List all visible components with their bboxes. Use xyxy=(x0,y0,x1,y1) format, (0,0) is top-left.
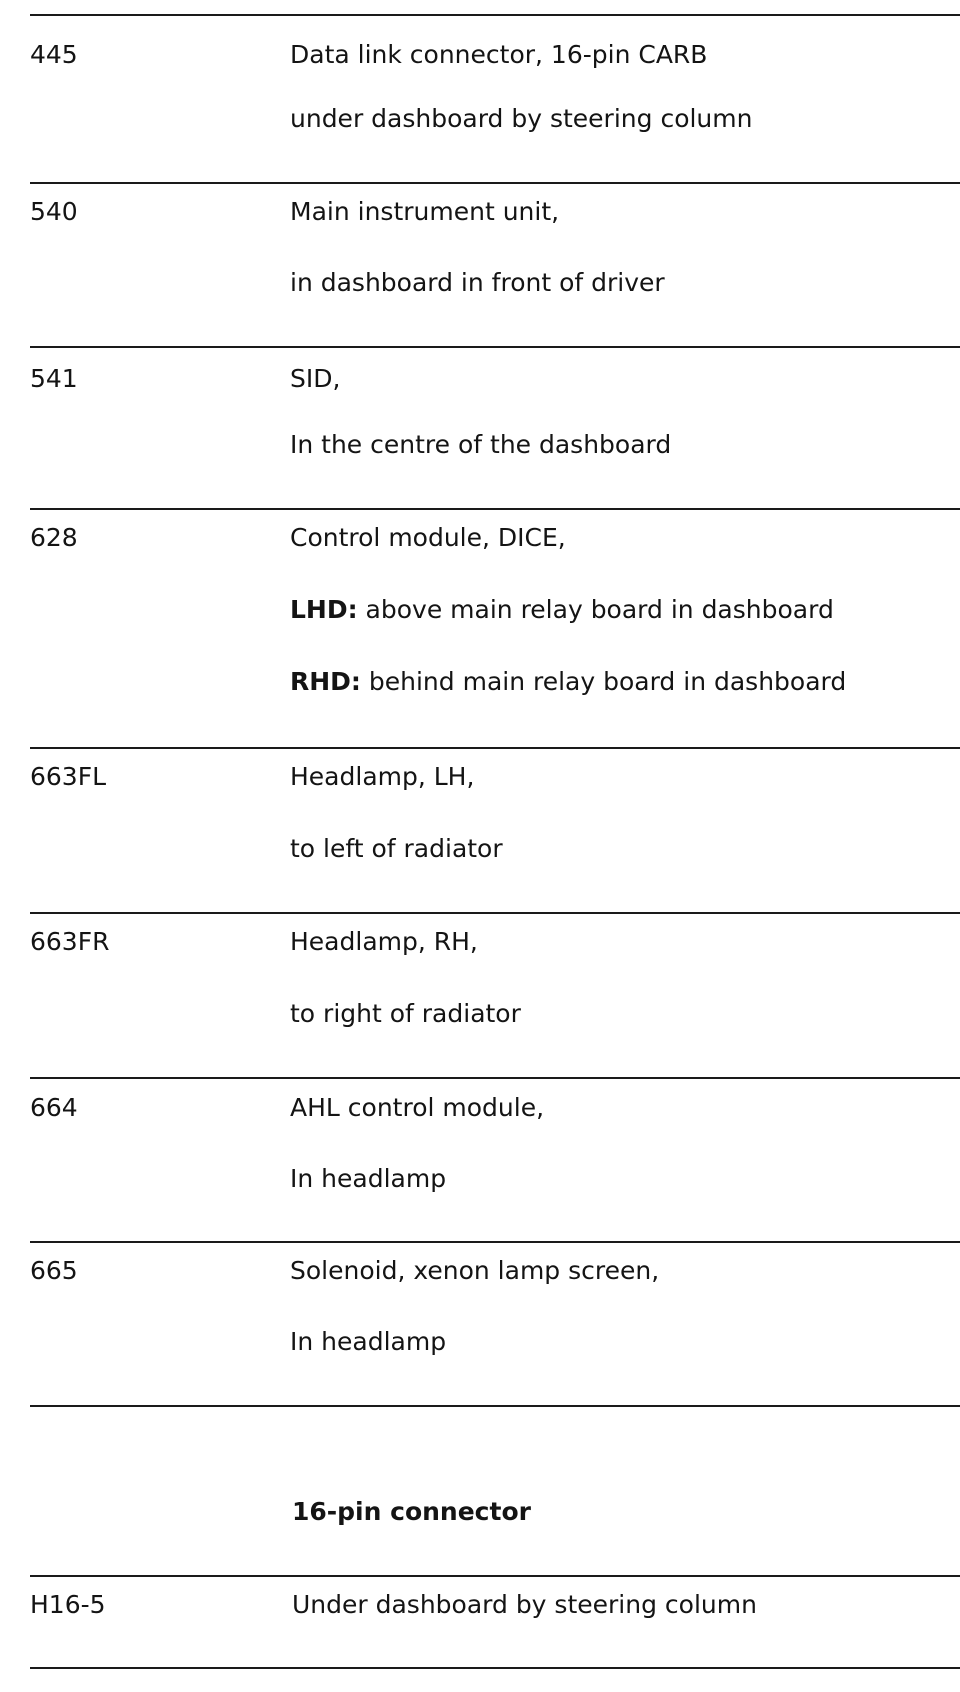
component-description: AHL control module, xyxy=(290,1093,545,1122)
component-description: Headlamp, LH, xyxy=(290,762,475,791)
row-divider xyxy=(30,1077,960,1079)
component-location-lhd xyxy=(290,595,834,625)
lhd-label: LHD: xyxy=(290,595,358,624)
component-location-rhd xyxy=(290,667,846,697)
component-code: 665 xyxy=(30,1256,78,1285)
component-location: to right of radiator xyxy=(290,999,521,1028)
row-divider xyxy=(30,912,960,914)
component-description: Main instrument unit, xyxy=(290,197,560,226)
component-description: SID, xyxy=(290,364,341,393)
component-description: Control module, DICE, xyxy=(290,523,566,552)
component-code: 663FR xyxy=(30,927,110,956)
component-location: In headlamp xyxy=(290,1164,447,1193)
component-code: 664 xyxy=(30,1093,78,1122)
component-code: 541 xyxy=(30,364,78,393)
row-divider xyxy=(30,747,960,749)
component-description: Headlamp, RH, xyxy=(290,927,478,956)
connector-code: H16-5 xyxy=(30,1590,106,1619)
component-description: Solenoid, xenon lamp screen, xyxy=(290,1256,660,1285)
component-location: to left of radiator xyxy=(290,834,503,863)
rhd-label: RHD: xyxy=(290,667,361,696)
row-divider xyxy=(30,1575,960,1577)
component-code: 628 xyxy=(30,523,78,552)
component-code: 445 xyxy=(30,40,78,69)
component-location: In the centre of the dashboard xyxy=(290,430,672,459)
component-description: Data link connector, 16-pin CARB xyxy=(290,40,708,69)
row-divider xyxy=(30,14,960,16)
row-divider xyxy=(30,508,960,510)
component-code: 663FL xyxy=(30,762,107,791)
row-divider xyxy=(30,1241,960,1243)
component-location: In headlamp xyxy=(290,1327,447,1356)
connector-location: Under dashboard by steering column xyxy=(292,1590,757,1619)
row-divider xyxy=(30,346,960,348)
section-heading: 16-pin connector xyxy=(292,1497,531,1526)
component-location: in dashboard in front of driver xyxy=(290,268,665,297)
component-location: under dashboard by steering column xyxy=(290,104,753,133)
row-divider xyxy=(30,182,960,184)
component-code: 540 xyxy=(30,197,78,226)
row-divider xyxy=(30,1405,960,1407)
rhd-location: behind main relay board in dashboard xyxy=(360,667,847,696)
row-divider xyxy=(30,1667,960,1669)
lhd-location: above main relay board in dashboard xyxy=(357,595,834,624)
